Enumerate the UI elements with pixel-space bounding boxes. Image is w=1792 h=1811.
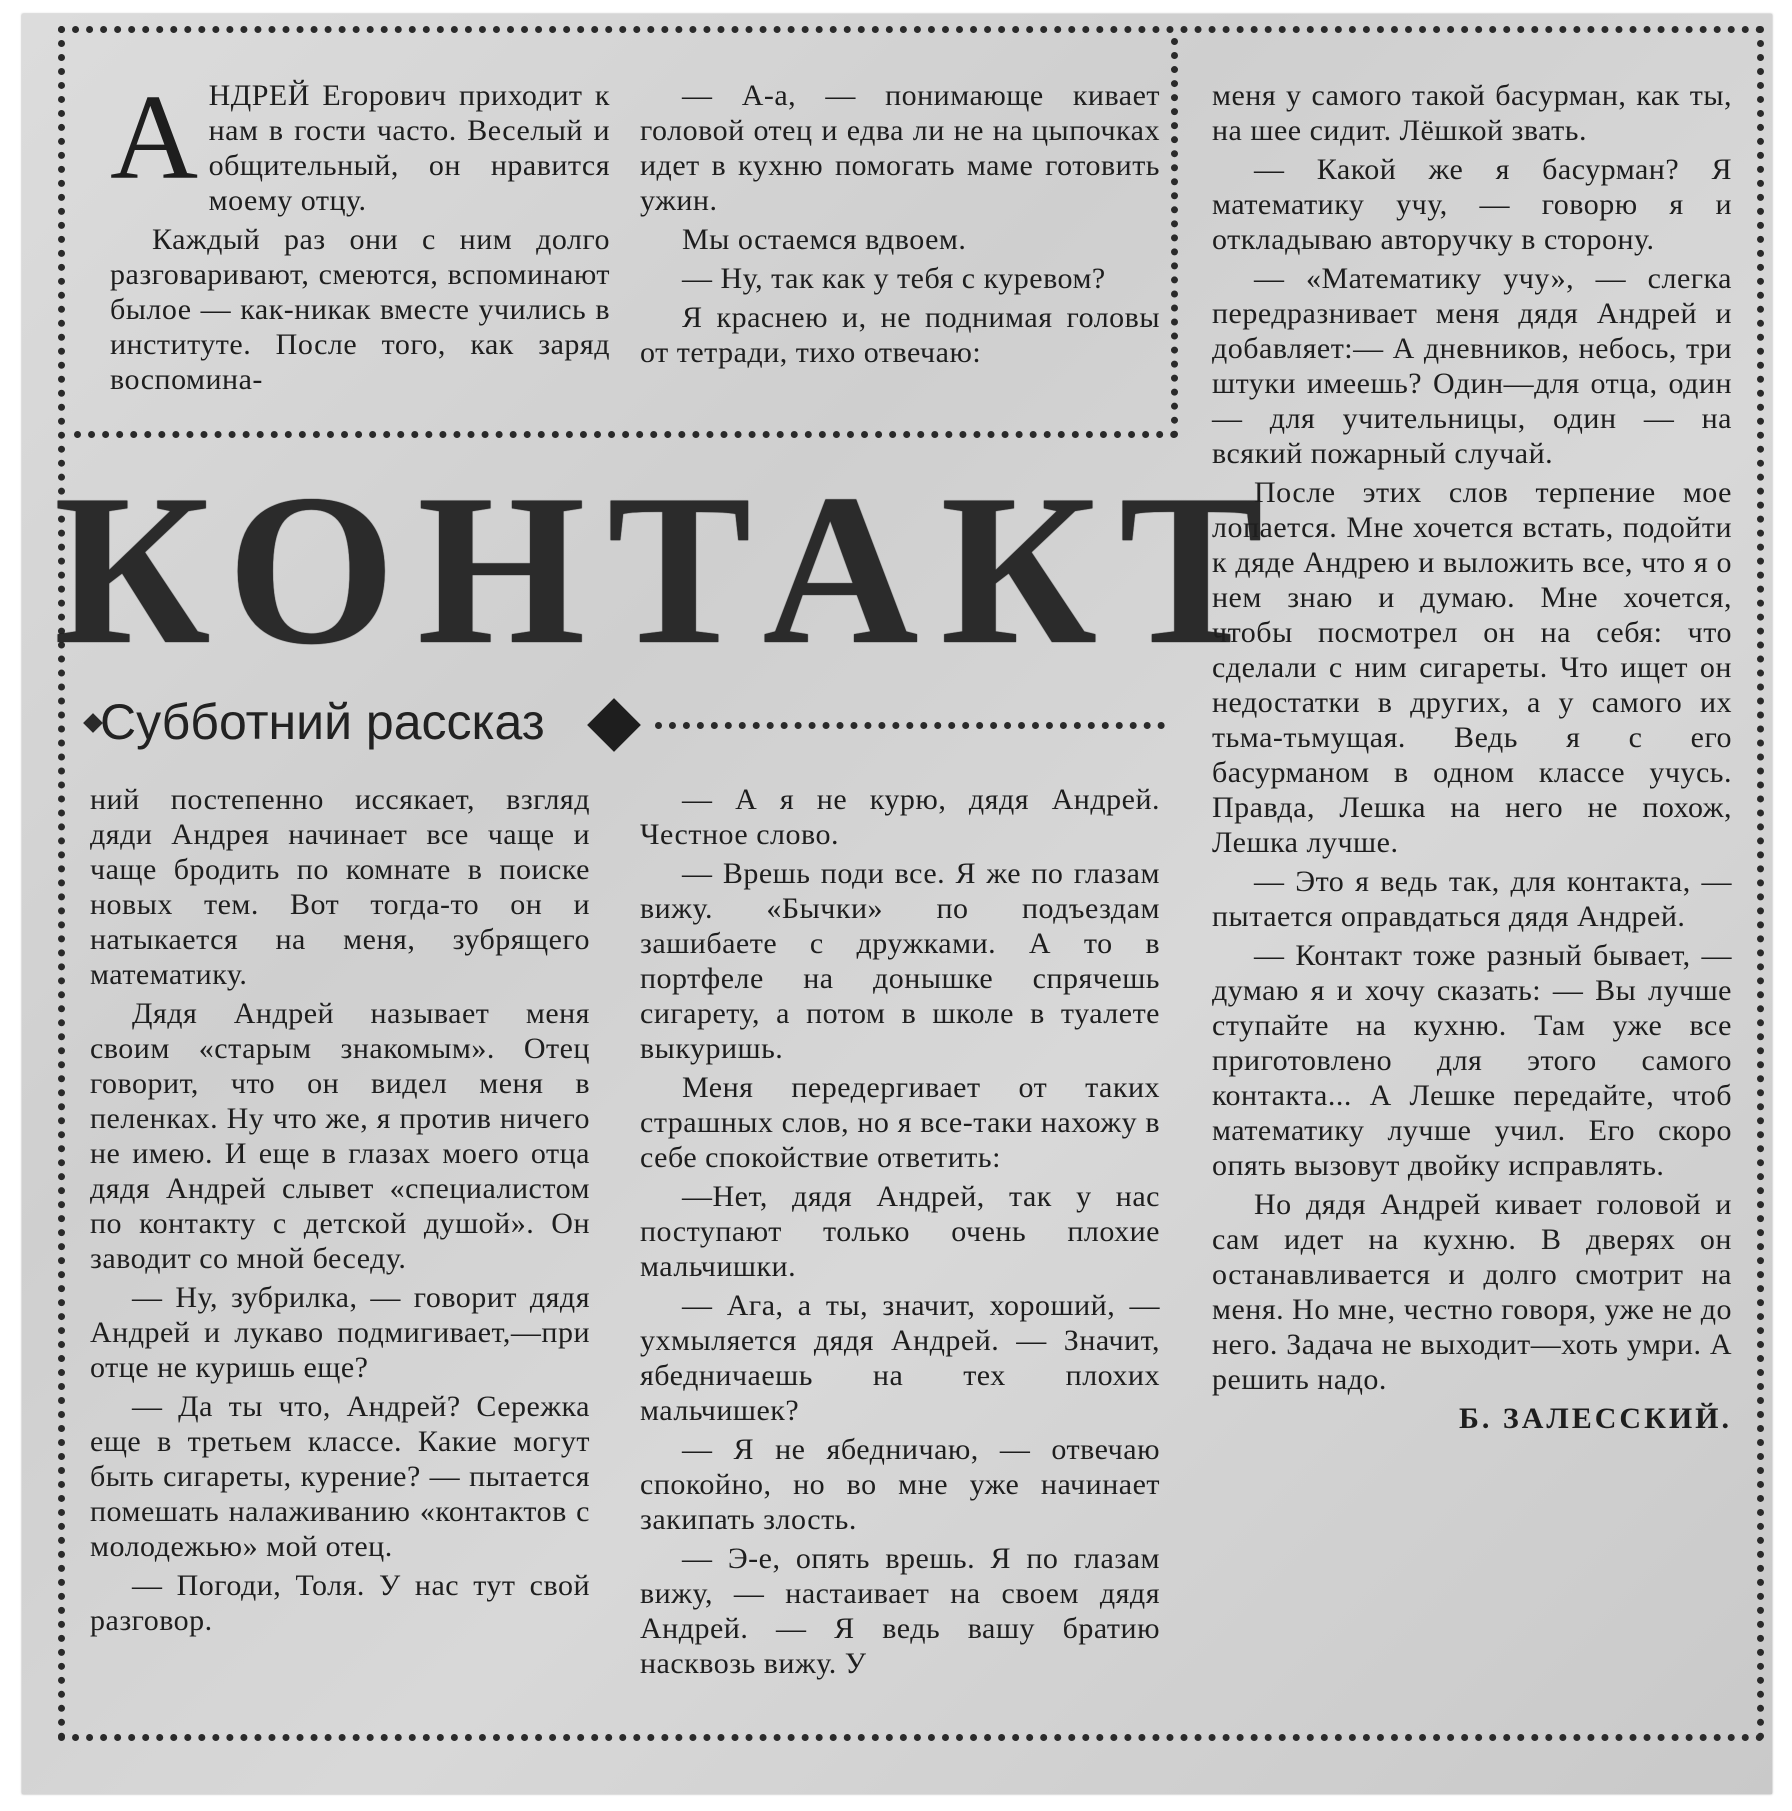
- paragraph: НДРЕЙ Егорович приходит к нам в гости часто. Веселый и общительный, он нравится моему отцу.: [208, 79, 610, 217]
- paragraph: — «Математику учу», — слегка передразнивает меня дядя Андрей и добавляет:— А дневников, небось, три штуки имеешь? Один—для отца, один — для учительницы, один — на всякий пожарный случай.: [1212, 262, 1732, 470]
- intro-column-2: [640, 78, 1160, 374]
- paragraph: ний постепенно иссякает, взгляд дяди Андрея начинает все чаще и чаще бродить по комнате в поиске новых тем. Вот тогда-то он и натыкается на меня, зубрящего математику.: [90, 783, 590, 991]
- paragraph: — А-а, — понимающе кивает головой отец и едва ли не на цыпочках идет в кухню помогать маме готовить ужин.: [640, 79, 1160, 217]
- paragraph: — Ага, а ты, значит, хороший, — ухмыляется дядя Андрей. — Значит, ябедничаешь на тех плохих мальчишек?: [640, 1289, 1160, 1427]
- paragraph: Мы остаемся вдвоем.: [682, 223, 967, 256]
- drop-cap: А: [110, 70, 199, 205]
- paragraph: — Контакт тоже разный бывает, — думаю я и хочу сказать: — Вы лучше ступайте на кухню. Там уже все приготовлено для этого самого контакта... А Лешке передайте, чтоб математику лучше учил. Его скоро опять вызовут двойку исправлять.: [1212, 939, 1732, 1182]
- paragraph: — Погоди, Толя. У нас тут свой разговор.: [90, 1569, 590, 1637]
- headline: КОНТАКТ: [54, 450, 1286, 689]
- paragraph: — Э-е, опять врешь. Я по глазам вижу, — настаивает на своем дядя Андрей. — Я ведь вашу братию насквозь вижу. У: [640, 1542, 1160, 1680]
- paragraph: —Нет, дядя Андрей, так у нас поступают только очень плохие мальчишки.: [640, 1180, 1160, 1283]
- paragraph: — Это я ведь так, для контакта, — пытается оправдаться дядя Андрей.: [1212, 865, 1732, 933]
- paragraph: — А я не курю, дядя Андрей. Честное слово.: [640, 783, 1160, 851]
- paragraph: Меня передергивает от таких страшных слов, но я все-таки нахожу в себе спокойствие ответить:: [640, 1071, 1160, 1174]
- rubric-dotted-rule: [655, 722, 1165, 729]
- paragraph: — Врешь поди все. Я же по глазам вижу. «Бычки» по подъездам зашибаете с дружками. А то в портфеле на донышке спрячешь сигарету, а потом в школе в туалете выкуришь.: [640, 857, 1160, 1065]
- story-column-3: [1212, 78, 1732, 1436]
- story-column-1: [90, 782, 590, 1642]
- author-signature: Б. ЗАЛЕССКИЙ.: [1459, 1402, 1732, 1435]
- paragraph: После этих слов терпение мое лопается. Мне хочется встать, подойти к дяде Андрею и выложить все, что я о нем знаю и думаю. Мне хочется, чтобы посмотрел он на себя: что сделали с ним сигареты. Что ищет он недостатки в других, а у самого их тьма-тьмущая. Ведь я с его басурманом в одном классе учусь. Правда, Лешка на него не похож, Лешка лучше.: [1212, 476, 1732, 859]
- paragraph: меня у самого такой басурман, как ты, на шее сидит. Лёшкой звать.: [1212, 79, 1732, 147]
- paragraph: — Ну, зубрилка, — говорит дядя Андрей и лукаво подмигивает,—при отце не куришь еще?: [90, 1281, 590, 1384]
- paragraph: — Я не ябедничаю, — отвечаю спокойно, но во мне уже начинает закипать злость.: [640, 1433, 1160, 1536]
- story-column-2: [640, 782, 1160, 1685]
- rubric: Субботний рассказ: [100, 694, 545, 750]
- paragraph: — Ну, так как у тебя с куревом?: [682, 262, 1106, 295]
- paragraph: Дядя Андрей называет меня своим «старым знакомым». Отец говорит, что он видел меня в пеленках. Ну что же, я против ничего не имею. И еще в глазах моего отца дядя Андрей слывет «специалистом по контакту с детской душой». Он заводит со мной беседу.: [90, 997, 590, 1275]
- paragraph: Но дядя Андрей кивает головой и сам идет на кухню. В дверях он останавливается и долго смотрит на меня. Но мне, честно говоря, уже не до него. Задача не выходит—хоть умри. А решить надо.: [1212, 1188, 1733, 1396]
- paragraph: Каждый раз они с ним долго разговаривают, смеются, вспоминают былое — как-никак вместе учились в институте. После того, как заряд воспомина-: [110, 223, 610, 396]
- intro-column-1: [110, 70, 610, 401]
- paragraph: Я краснею и, не поднимая головы от тетради, тихо отвечаю:: [640, 301, 1160, 369]
- paragraph: — Какой же я басурман? Я математику учу, — говорю я и откладываю авторучку в сторону.: [1212, 153, 1732, 256]
- paragraph: — Да ты что, Андрей? Сережка еще в третьем классе. Какие могут быть сигареты, курение? — пытается помешать налаживанию «контактов с молодежью» мой отец.: [90, 1390, 590, 1563]
